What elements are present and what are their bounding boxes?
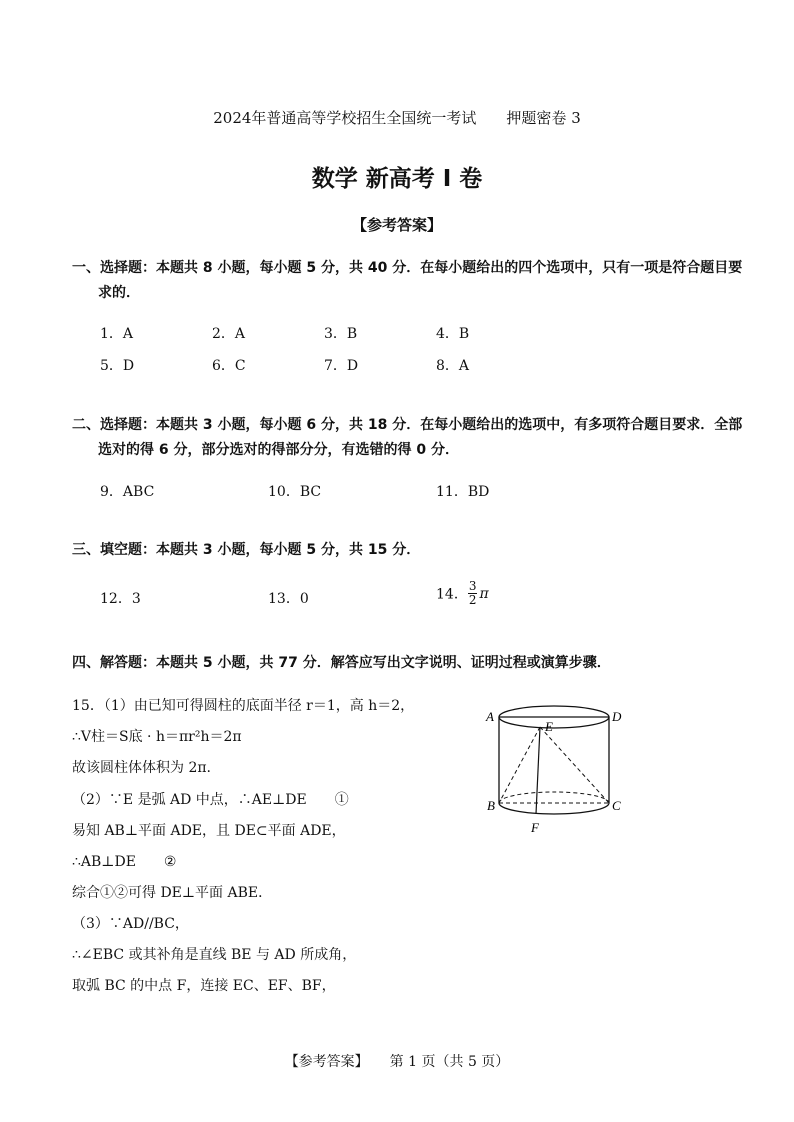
- q15-line3: 故该圆柱体体积为 2π.: [72, 760, 212, 776]
- answer-q13: 13．0: [268, 591, 309, 607]
- q15-line7: 综合①②可得 DE⊥平面 ABE．: [72, 885, 273, 901]
- section2-heading: 二、选择题：本题共 3 小题，每小题 6 分，共 18 分．在每小题给出的选项中，有多项符合题目要求．全部: [72, 417, 743, 433]
- answer-q11: 11．BD: [436, 484, 490, 500]
- answer-q2: 2．A: [212, 326, 246, 342]
- section2-heading-cont: 选对的得 6 分，部分选对的得部分分，有选错的得 0 分．: [98, 442, 459, 458]
- segment-EF: [536, 727, 540, 814]
- label-B: B: [487, 798, 495, 813]
- q15-line8: （3）∵AD//BC，: [72, 916, 189, 932]
- fraction-numerator: 3: [468, 579, 477, 593]
- section3-heading: 三、填空题：本题共 3 小题，每小题 5 分，共 15 分．: [72, 542, 421, 558]
- section1-heading-cont: 求的．: [98, 285, 140, 301]
- cylinder-bottom-back: [499, 792, 609, 803]
- segment-EB: [499, 727, 540, 803]
- segment-EC: [540, 727, 609, 803]
- answer-q10: 10．BC: [268, 484, 322, 500]
- answer-q14: [436, 580, 489, 607]
- q15-line9: ∴∠EBC 或其补角是直线 BE 与 AD 所成角，: [72, 947, 357, 963]
- cylinder-bottom-front: [499, 803, 609, 814]
- cylinder-figure: [484, 698, 634, 840]
- q15-line1: 15．（1）由已知可得圆柱的底面半径 r＝1，高 h＝2，: [72, 698, 415, 714]
- q15-line4: （2）∵E 是弧 AD 中点，∴AE⊥DE ①: [72, 792, 349, 808]
- fraction: [468, 580, 478, 607]
- answer-q5: 5．D: [100, 358, 135, 374]
- answer-q3: 3．B: [324, 326, 358, 342]
- answer-q12: 12．3: [100, 591, 141, 607]
- q15-line5: 易知 AB⊥平面 ADE，且 DE⊂平面 ADE，: [72, 823, 346, 839]
- section4-heading: 四、解答题：本题共 5 小题，共 77 分．解答应写出文字说明、证明过程或演算步骤．: [72, 655, 611, 671]
- exam-header: 2024年普通高等学校招生全国统一考试 押题密卷 3: [213, 109, 581, 127]
- label-E: E: [545, 719, 553, 734]
- q15-line2: ∴V柱＝S底 · h＝πr²h＝2π: [72, 729, 242, 745]
- page-footer: 【参考答案】 第 1 页（共 5 页）: [284, 1054, 510, 1070]
- answer-q6: 6．C: [212, 358, 246, 374]
- section1-heading: 一、选择题：本题共 8 小题，每小题 5 分，共 40 分．在每小题给出的四个选项中，只有一项是符合题目要: [72, 260, 743, 276]
- answer-q8: 8．A: [436, 358, 470, 374]
- label-C: C: [612, 798, 621, 813]
- label-F: F: [531, 820, 539, 835]
- fraction-denominator: 2: [468, 593, 477, 607]
- answer-key-subtitle: 【参考答案】: [351, 216, 442, 234]
- answer-q1: 1．A: [100, 326, 134, 342]
- q15-line6: ∴AB⊥DE ②: [72, 854, 177, 870]
- answer-q4: 4．B: [436, 326, 470, 342]
- label-A: A: [486, 709, 494, 724]
- label-D: D: [612, 709, 622, 724]
- answer-q14-label: 14．: [436, 586, 468, 603]
- answer-q9: 9．ABC: [100, 484, 155, 500]
- q15-line10: 取弧 BC 的中点 F，连接 EC、EF、BF，: [72, 978, 336, 994]
- pi-symbol: π: [479, 585, 489, 602]
- answer-q7: 7．D: [324, 358, 359, 374]
- page-title: 数学 新高考 I 卷: [311, 166, 483, 192]
